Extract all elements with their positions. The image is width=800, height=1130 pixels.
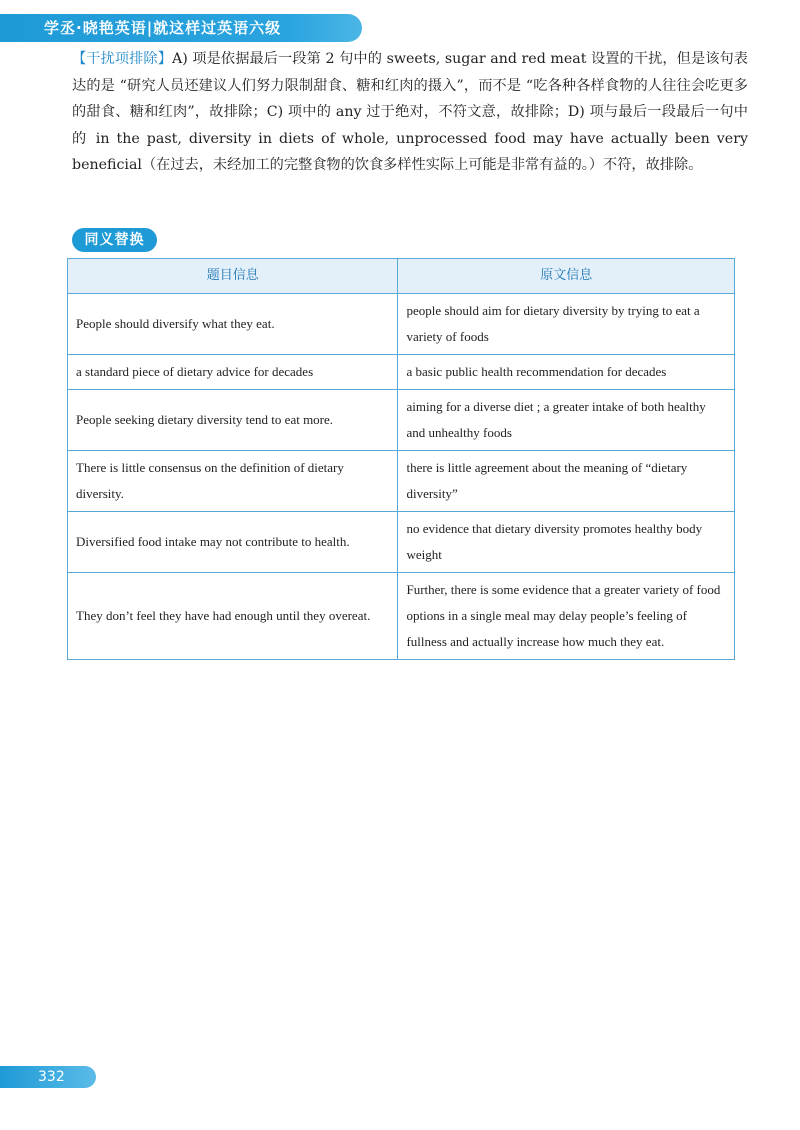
header-original-info: 原文信息 [398,259,735,294]
header-banner [0,14,362,42]
table-row [68,390,735,451]
question-cell: People seeking dietary diversity tend to eat more. [68,390,398,451]
original-cell: aiming for a diverse diet ; a greater intake of both healthy and unhealthy foods [398,390,735,451]
question-cell: They don’t feel they have had enough until they overeat. [68,573,398,660]
table-row [68,573,735,660]
table-row [68,355,735,390]
table-row [68,294,735,355]
original-cell: Further, there is some evidence that a greater variety of food options in a single meal may delay people’s feeling of fullness and actually increase how much they eat. [398,573,735,660]
original-cell: a basic public health recommendation for decades [398,355,735,390]
page-number: 332 [38,1069,65,1085]
header-title: 学丞·晓艳英语|就这样过英语六级 [44,19,282,37]
table-row [68,451,735,512]
question-cell: a standard piece of dietary advice for decades [68,355,398,390]
paragraph-tag: 【干扰项排除】 [72,51,172,67]
header-question-info: 题目信息 [68,259,398,294]
section-label: 同义替换 [72,228,157,252]
question-cell: There is little consensus on the definition of dietary diversity. [68,451,398,512]
original-cell: there is little agreement about the meaning of “dietary diversity” [398,451,735,512]
original-cell: no evidence that dietary diversity promotes healthy body weight [398,512,735,573]
explanation-paragraph [72,46,748,179]
synonym-table [67,258,735,660]
table-header-row [68,259,735,294]
page-number-tab [0,1066,96,1088]
question-cell: People should diversify what they eat. [68,294,398,355]
question-cell: Diversified food intake may not contribute to health. [68,512,398,573]
table-row [68,512,735,573]
original-cell: people should aim for dietary diversity by trying to eat a variety of foods [398,294,735,355]
paragraph-text: A) 项是依据最后一段第 2 句中的 sweets, sugar and red meat 设置的干扰，但是该句表达的是 “研究人员还建议人们努力限制甜食、糖和红肉的摄入”，而不是 “吃各种各样食物的人往往会吃更多的甜食、糖和红肉”，故排除；C) 项中的 any 过于绝对，不符文意，故排除；D) 项与最后一段最后一句中的 in the past, diversity in diets of whole, unprocessed food may have actually been very beneficial（在过去，未经加工的完整食物的饮食多样性实际上可能是非常有益的。）不符，故排除。 [72,51,748,173]
